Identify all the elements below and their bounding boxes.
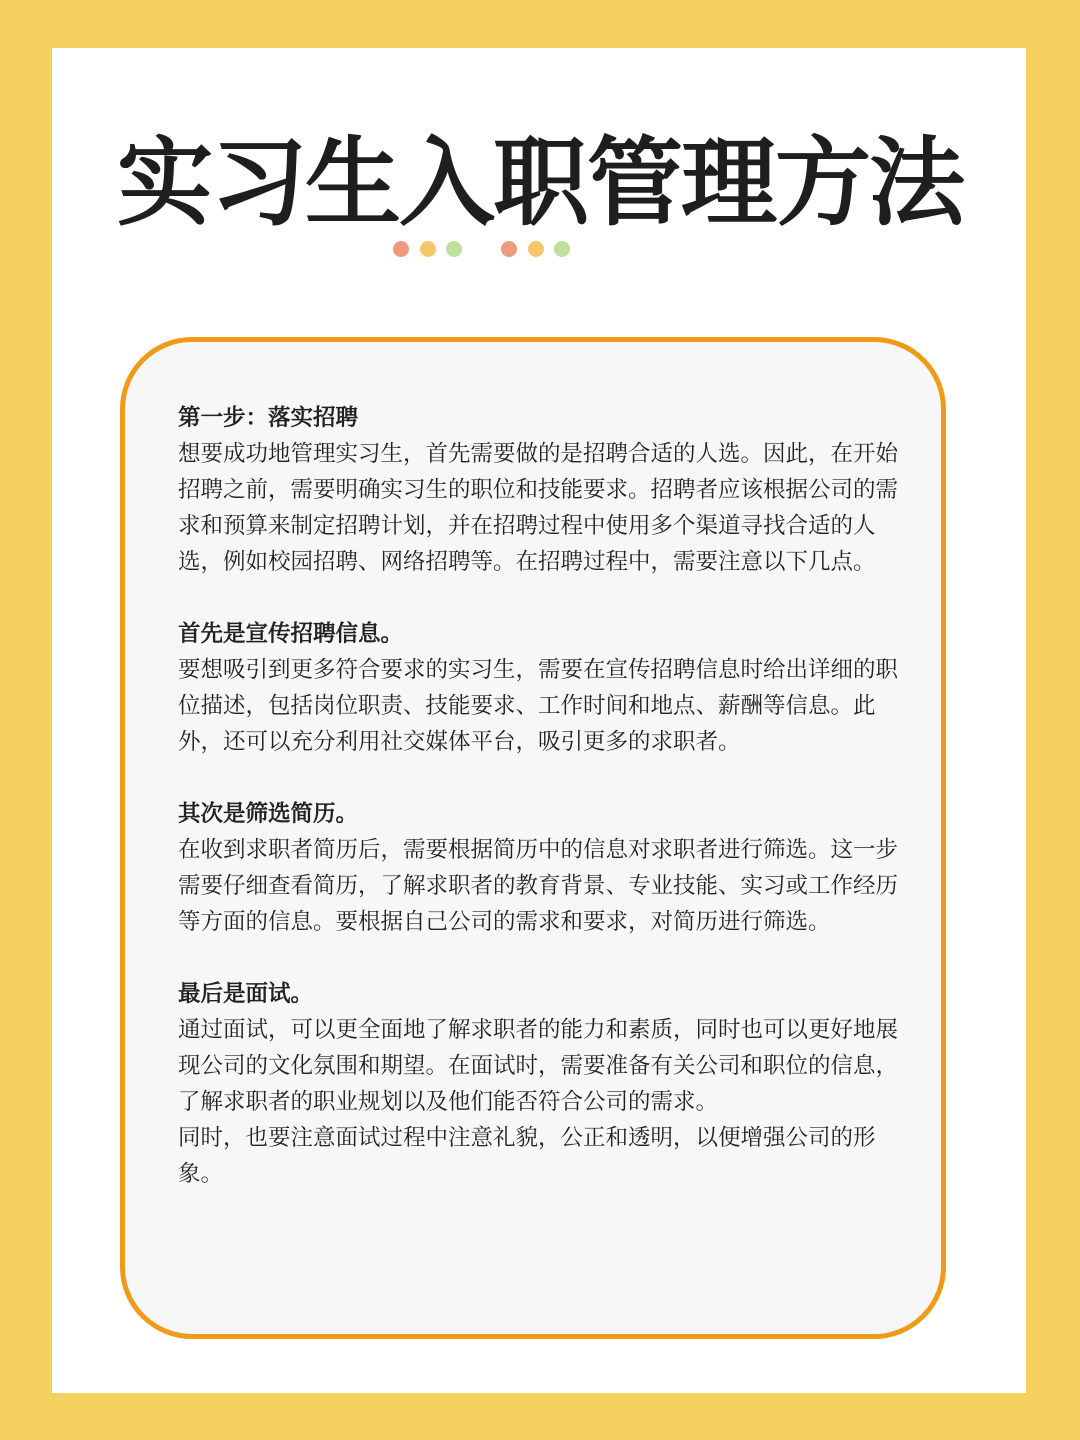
section-paragraph: 要想吸引到更多符合要求的实习生，需要在宣传招聘信息时给出详细的职位描述，包括岗位职责、技能要求、工作时间和地点、薪酬等信息。此外，还可以充分利用社交媒体平台，吸引更多的求职者。	[178, 657, 899, 755]
section-screening	[178, 796, 900, 940]
dot-icon	[393, 241, 409, 257]
section-heading: 最后是面试。	[178, 981, 314, 1007]
dot-icon	[446, 241, 462, 257]
section-interview	[178, 976, 900, 1192]
dot-icon	[554, 241, 570, 257]
section-publicity	[178, 616, 900, 760]
section-paragraph: 同时，也要注意面试过程中注意礼貌，公正和透明，以便增强公司的形象。	[178, 1125, 876, 1187]
section-heading: 第一步：落实招聘	[178, 405, 359, 431]
section-recruitment	[178, 400, 900, 580]
decorative-dots	[393, 241, 693, 257]
section-heading: 首先是宣传招聘信息。	[178, 621, 404, 647]
section-heading: 其次是筛选简历。	[178, 801, 359, 827]
dot-icon	[501, 241, 517, 257]
dot-icon	[528, 241, 544, 257]
page-title: 实习生入职管理方法	[117, 127, 963, 239]
section-paragraph: 想要成功地管理实习生，首先需要做的是招聘合适的人选。因此，在开始招聘之前，需要明确实习生的职位和技能要求。招聘者应该根据公司的需求和预算来制定招聘计划，并在招聘过程中使用多个渠道寻找合适的人选，例如校园招聘、网络招聘等。在招聘过程中，需要注意以下几点。	[178, 441, 899, 575]
content-body	[178, 400, 900, 1228]
dot-icon	[420, 241, 436, 257]
section-paragraph: 通过面试，可以更全面地了解求职者的能力和素质，同时也可以更好地展现公司的文化氛围和期望。在面试时，需要准备有关公司和职位的信息，了解求职者的职业规划以及他们能否符合公司的需求。	[178, 1017, 899, 1115]
section-paragraph: 在收到求职者简历后，需要根据简历中的信息对求职者进行筛选。这一步需要仔细查看简历，了解求职者的教育背景、专业技能、实习或工作经历等方面的信息。要根据自己公司的需求和要求，对简历进行筛选。	[178, 837, 899, 935]
